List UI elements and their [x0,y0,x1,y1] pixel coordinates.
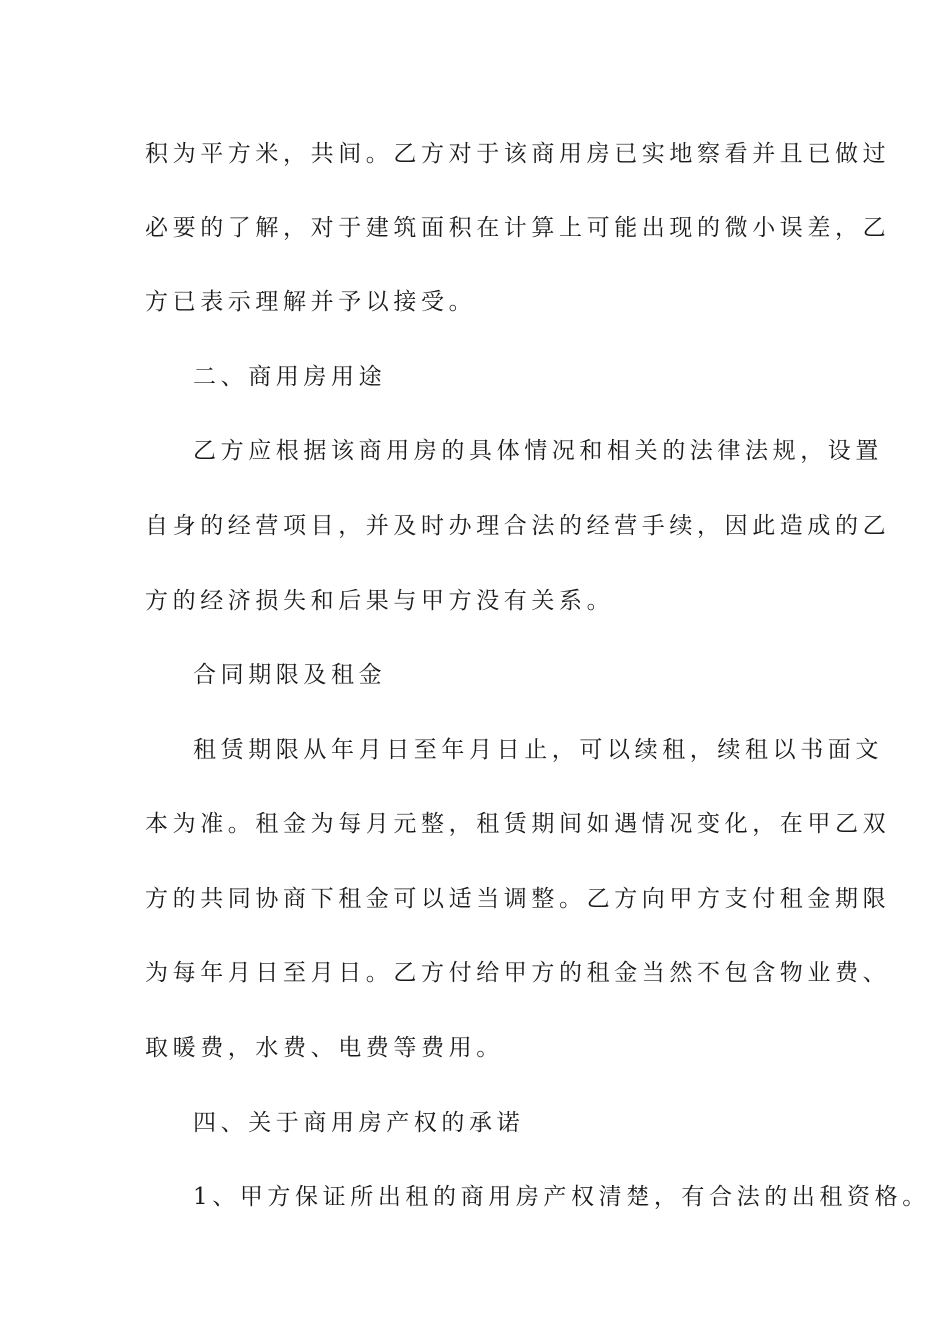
text-line: 方的经济损失和后果与甲方没有关系。 [145,588,615,614]
text-line: 为每年月日至月日。乙方付给甲方的租金当然不包含物业费、 [145,960,891,986]
text-line: 自身的经营项目，并及时办理合法的经营手续，因此造成的乙 [145,513,891,539]
text-line: 取暖费，水费、电费等费用。 [145,1035,504,1061]
text-line: 本为准。租金为每月元整，租赁期间如遇情况变化，在甲乙双 [145,811,891,837]
text-line: 方的共同协商下租金可以适当调整。乙方向甲方支付租金期限 [145,886,891,912]
text-line: 必要的了解，对于建筑面积在计算上可能出现的微小误差，乙 [145,215,891,241]
text-line: 租赁期限从年月日至年月日止，可以续租，续租以书面文 [193,737,883,763]
section-heading: 二、商用房用途 [193,364,387,390]
section-heading: 四、关于商用房产权的承诺 [193,1110,525,1136]
section-heading: 合同期限及租金 [193,662,387,688]
text-line: 方已表示理解并予以接受。 [145,289,477,315]
text-line: 1、甲方保证所出租的商用房产权清楚，有合法的出租资格。 [193,1184,930,1210]
text-line: 积为平方米，共间。乙方对于该商用房已实地察看并且已做过 [145,141,891,167]
text-line: 乙方应根据该商用房的具体情况和相关的法律法规，设置 [193,438,883,464]
